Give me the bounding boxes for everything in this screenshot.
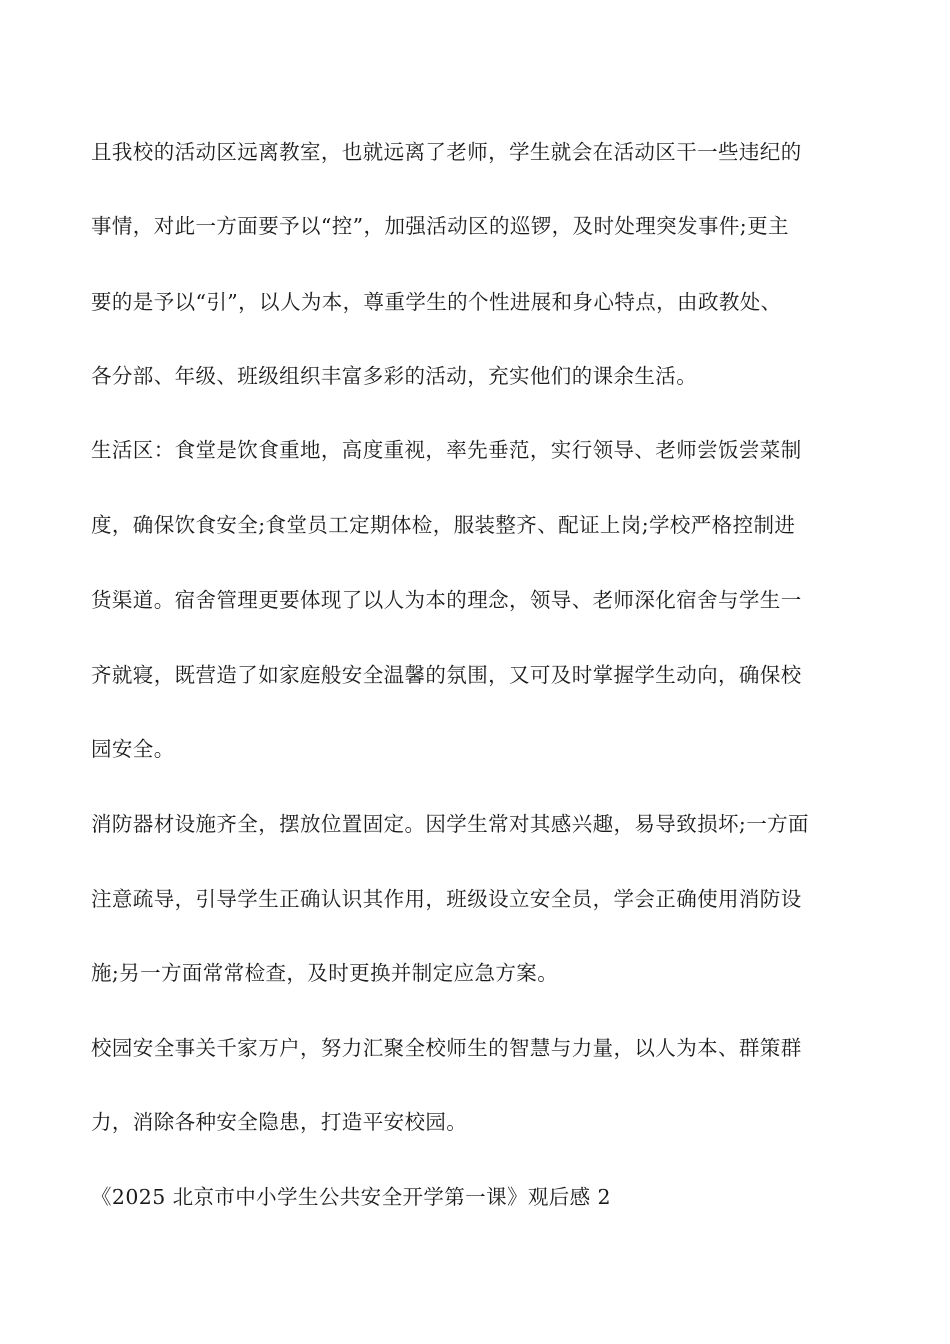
- paragraph-line: 各分部、年级、班级组织丰富多彩的活动，充实他们的课余生活。: [91, 364, 698, 388]
- paragraph-line: 事情，对此一方面要予以“控”，加强活动区的巡锣，及时处理突发事件;更主: [91, 214, 789, 238]
- paragraph-line: 货渠道。宿舍管理更要体现了以人为本的理念，领导、老师深化宿舍与学生一: [91, 588, 802, 612]
- paragraph-line: 齐就寝，既营造了如家庭般安全温馨的氛围，又可及时掌握学生动向，确保校: [91, 663, 802, 687]
- paragraph-line: 要的是予以“引”，以人为本，尊重学生的个性进展和身心特点，由政教处、: [91, 290, 782, 314]
- paragraph-line: 校园安全事关千家万户，努力汇聚全校师生的智慧与力量，以人为本、群策群: [91, 1036, 802, 1060]
- paragraph-line: 注意疏导，引导学生正确认识其作用，班级设立安全员，学会正确使用消防设: [91, 887, 802, 911]
- paragraph-line: 园安全。: [91, 737, 175, 761]
- paragraph-line: 度，确保饮食安全;食堂员工定期体检，服装整齐、配证上岗;学校严格控制进: [91, 513, 796, 537]
- paragraph-line: 生活区：食堂是饮食重地，高度重视，率先垂范，实行领导、老师尝饭尝菜制: [91, 438, 802, 462]
- paragraph-line: 施;另一方面常常检查，及时更换并制定应急方案。: [91, 961, 559, 985]
- paragraph-line: 消防器材设施齐全，摆放位置固定。因学生常对其感兴趣，易导致损坏;一方面: [91, 812, 809, 836]
- paragraph-line: 力，消除各种安全隐患，打造平安校园。: [91, 1110, 468, 1134]
- section-title: 《2025 北京市中小学生公共安全开学第一课》观后感 2: [91, 1185, 611, 1209]
- paragraph-line: 且我校的活动区远离教室，也就远离了老师，学生就会在活动区干一些违纪的: [91, 140, 802, 164]
